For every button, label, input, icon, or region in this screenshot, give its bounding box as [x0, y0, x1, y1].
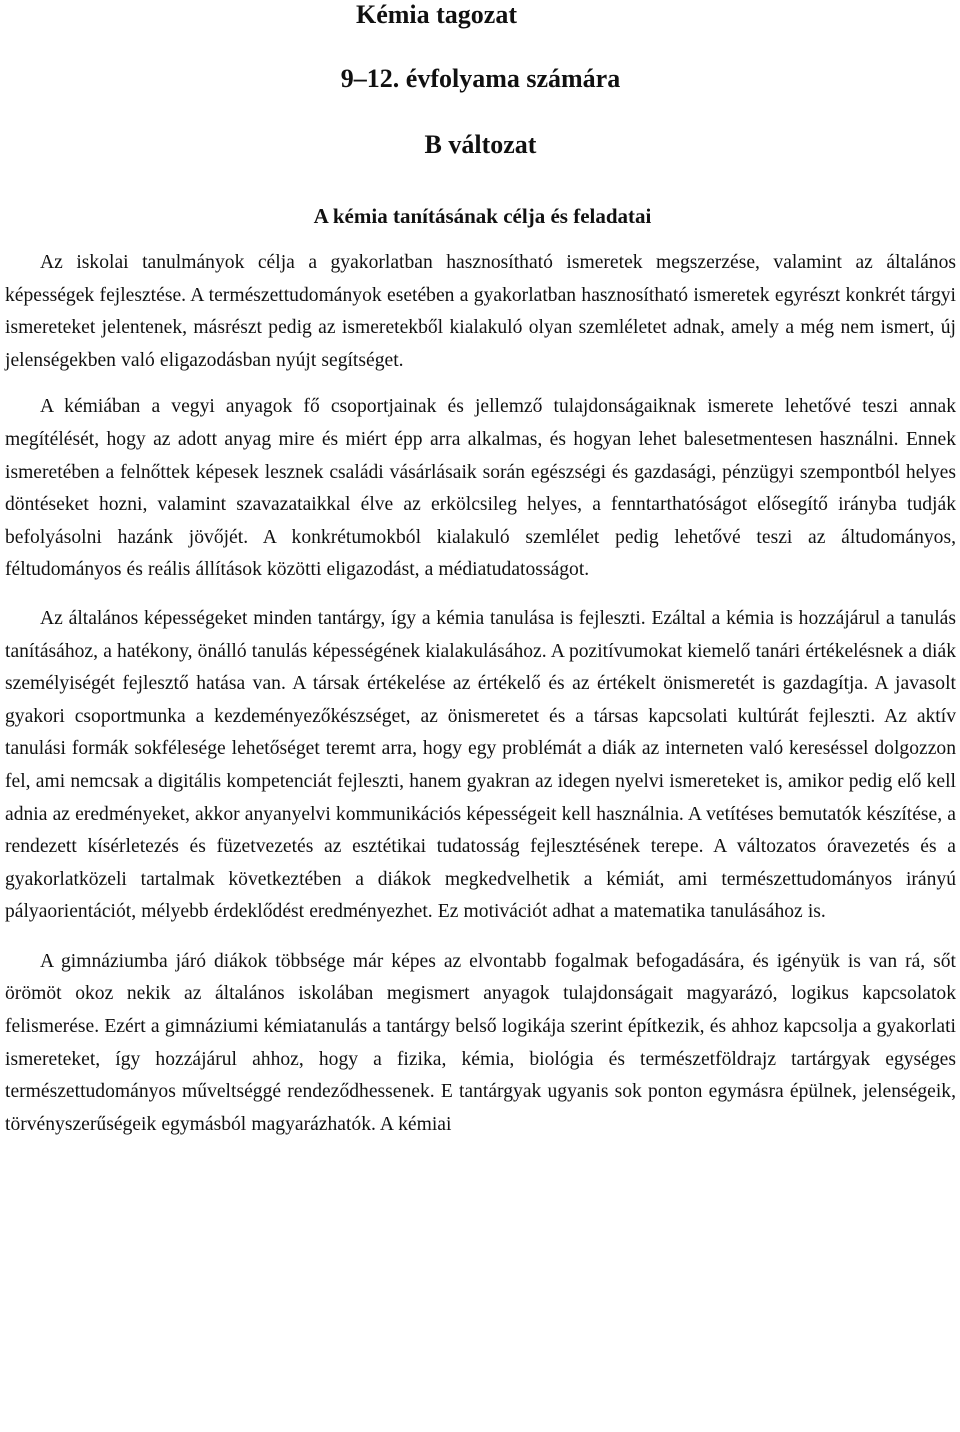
document-title: Kémia tagozat	[355, 0, 517, 29]
section-heading: A kémia tanításának célja és feladatai	[313, 204, 652, 228]
body-paragraph: A gimnáziumba járó diákok többsége már képes az elvontabb fogalmak befogadására, és igényük is van rá, sőt örömöt okoz nekik az általános iskolában megismert anyagok tulajdonságait magyarázó, logikus kapcsolatok felismerése. Ezért a gimnáziumi kémiatanulás a tantárgy belső logikája szerint építkezik, és ahhoz kapcsolja a gyakorlati ismereteket, így hozzájárul ahhoz, hogy a fizika, kémia, biológia és természetföldrajz tartárgyak egységes természettudományos műveltséggé rendeződhessenek. E tantárgyak ugyanis sok ponton egymásra épülnek, jelenségeik, törvényszerűségeik egymásból magyarázhatók. A kémiai	[5, 950, 956, 1135]
variant-subtitle: B változat	[424, 130, 537, 159]
grade-subtitle: 9–12. évfolyama számára	[340, 64, 621, 93]
body-paragraph: A kémiában a vegyi anyagok fő csoportjainak és jellemző tulajdonságaiknak ismerete lehetővé teszi annak megítélését, hogy az adott anyag mire és miért épp arra alkalmas, és hogyan lehet balesetmentesen használni. Ennek ismeretében a felnőttek képesek lesznek családi vásárlásaik során egészségi és gazdasági, pénzügyi szempontból helyes döntéseket hozni, valamint szavazataikkal élve az erkölcsileg helyes, a fenntarthatóságot elősegítő irányba tudják befolyásolni hazánk jövőjét. A konkrétumokból kialakuló szemlélet pedig lehetővé teszi az áltudományos, féltudományos és reális állítások közötti eligazodást, a médiatudatosságot.	[5, 396, 956, 581]
document-page	[5, 0, 956, 1141]
body-paragraph: Az általános képességeket minden tantárgy, így a kémia tanulása is fejleszti. Ezáltal a kémia is hozzájárul a tanulás tanításához, a hatékony, önálló tanulás képességének kialakulásához. A pozitívumokat kiemelő tanári értékelésnek a diák személyiségét fejlesztő hatása van. A társak értékelése az értékelő és az értékelt önismeretét is gazdagítja. A javasolt gyakori csoportmunka a kezdeményezőkészséget, az önismeretet és a társas kapcsolati kultúrát fejleszti. Az aktív tanulási formák sokfélesége lehetőséget teremt arra, hogy egy problémát a diák az interneten való kereséssel dolgozzon fel, ami nemcsak a digitális kompetenciát fejleszti, hanem gyakran az idegen nyelvi ismereteket is, amikor pedig elő kell adnia az eredményeket, akkor anyanyelvi kommunikációs képességeit kell használnia. A vetítéses bemutatók készítése, a rendezett kísérletezés és füzetvezetés az esztétikai tudatosság fejlesztésének terepe. A változatos óravezetés és a gyakorlatközeli tartalmak következtében a diákok megkedvelhetik a kémiát, ami természettudományos irányú pályaorientációt, mélyebb érdeklődést eredményezhet. Ez motivációt adhat a matematika tanulásához is.	[5, 607, 956, 923]
body-paragraph: Az iskolai tanulmányok célja a gyakorlatban hasznosítható ismeretek megszerzése, valamint az általános képességek fejlesztése. A természettudományok esetében a gyakorlatban hasznosítható ismeretek egyrészt konkrét tárgyi ismereteket jelentenek, másrészt pedig az ismeretekből kialakuló olyan szemléletet adnak, amely a még nem ismert, új jelenségekben való eligazodásban nyújt segítséget.	[5, 252, 956, 371]
